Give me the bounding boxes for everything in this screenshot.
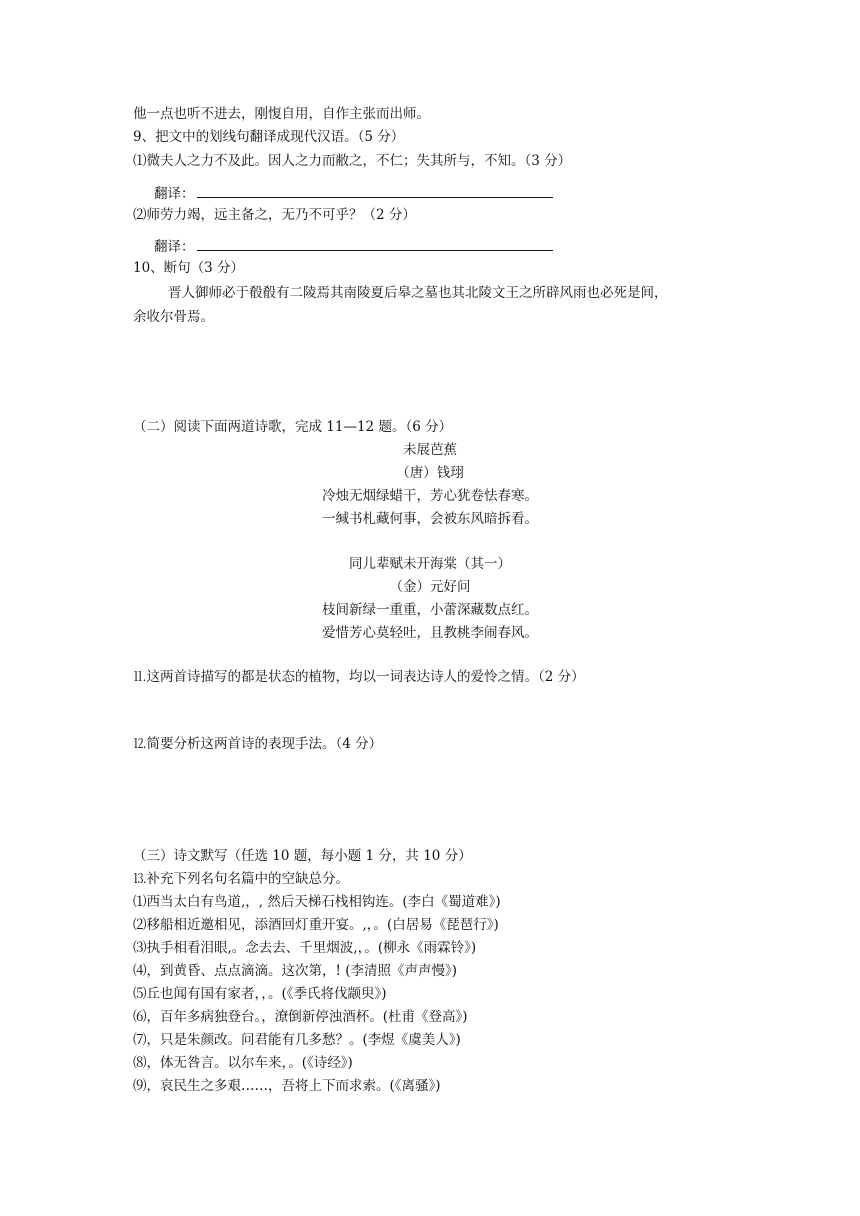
- section-2-header: （二）阅读下面两道诗歌，完成 11—12 题。（6 分）: [133, 419, 453, 435]
- question-9-title: 9、把文中的划线句翻译成现代汉语。（5 分）: [133, 129, 405, 145]
- recitation-item: ⑼，哀民生之多艰……，吾将上下而求索。(《离骚》): [133, 1078, 441, 1094]
- section-3-header: （三）诗文默写（任选 10 题，每小题 1 分，共 10 分）: [133, 848, 472, 864]
- question-13: ⒔补充下列名句名篇中的空缺总分。: [133, 871, 349, 887]
- recitation-item: ⑻，体无咎言。以尔车来，。(《诗经》): [133, 1055, 353, 1071]
- recitation-item: ⑷，到黄昏、点点滴滴。这次第，! (李清照《声声慢》): [133, 963, 457, 979]
- poem-1-line-1: 冷烛无烟绿蜡干，芳心犹卷怯春寒。: [322, 488, 538, 504]
- translation-label: 翻译：: [154, 186, 195, 202]
- question-9-sentence-2: ⑵师劳力竭，远主备之，无乃不可乎？（2 分）: [133, 207, 416, 223]
- question-9-sentence-1: ⑴微夫人之力不及此。因人之力而敝之，不仁；失其所与，不知。（3 分）: [133, 153, 572, 169]
- recitation-item: ⑺，只是朱颜改。问君能有几多愁？。(李煜《虞美人》): [133, 1032, 461, 1048]
- recitation-item: ⑶执手相看泪眼,。念去去、千里烟波,，。(柳永《雨霖铃》): [133, 940, 477, 956]
- recitation-item: ⑵移船相近邀相见，添酒回灯重开宴。,，。(白居易《琵琶行》): [133, 917, 499, 933]
- poem-1-author: （唐）钱珝: [396, 465, 464, 481]
- poem-2-title: 同儿辈赋未开海棠（其一）: [349, 556, 511, 572]
- recitation-item: ⑸丘也闻有国有家者，，。(《季氏将伐颛臾》): [133, 986, 387, 1002]
- answer-blank[interactable]: [197, 236, 553, 251]
- question-10-title: 10、断句（3 分）: [133, 260, 245, 276]
- recitation-item: ⑴西当太白有鸟道,，, 然后天梯石栈相钩连。(李白《蜀道难》): [133, 894, 501, 910]
- translation-line-1: [154, 183, 553, 204]
- poem-1-line-2: 一缄书札藏何事，会被东风暗拆看。: [322, 511, 538, 527]
- carry-over-line: 他一点也听不进去，刚愎自用，自作主张而出师。: [133, 106, 430, 122]
- punctuation-text-line-1: 晋人御师必于殽殽有二陵焉其南陵夏后皋之墓也其北陵文王之所辟风雨也必死是间，: [168, 285, 668, 301]
- punctuation-text-line-2: 余收尔骨焉。: [133, 309, 214, 325]
- answer-blank[interactable]: [197, 183, 553, 198]
- recitation-item: ⑹，百年多病独登台。，潦倒新停浊酒杯。(杜甫《登高》): [133, 1009, 468, 1025]
- translation-label: 翻译：: [154, 239, 195, 255]
- poem-2-author: （金）元好问: [389, 579, 471, 595]
- question-12: ⒓简要分析这两首诗的表现手法。（4 分）: [133, 736, 383, 752]
- question-11: ⒒这两首诗描写的都是状态的植物，均以一词表达诗人的爱怜之情。（2 分）: [133, 669, 585, 685]
- poem-2-line-2: 爱惜芳心莫轻吐，且教桃李闹春风。: [322, 625, 538, 641]
- translation-line-2: [154, 236, 553, 257]
- poem-1-title: 未展芭蕉: [403, 442, 457, 458]
- poem-2-line-1: 枝间新绿一重重，小蕾深藏数点红。: [322, 602, 538, 618]
